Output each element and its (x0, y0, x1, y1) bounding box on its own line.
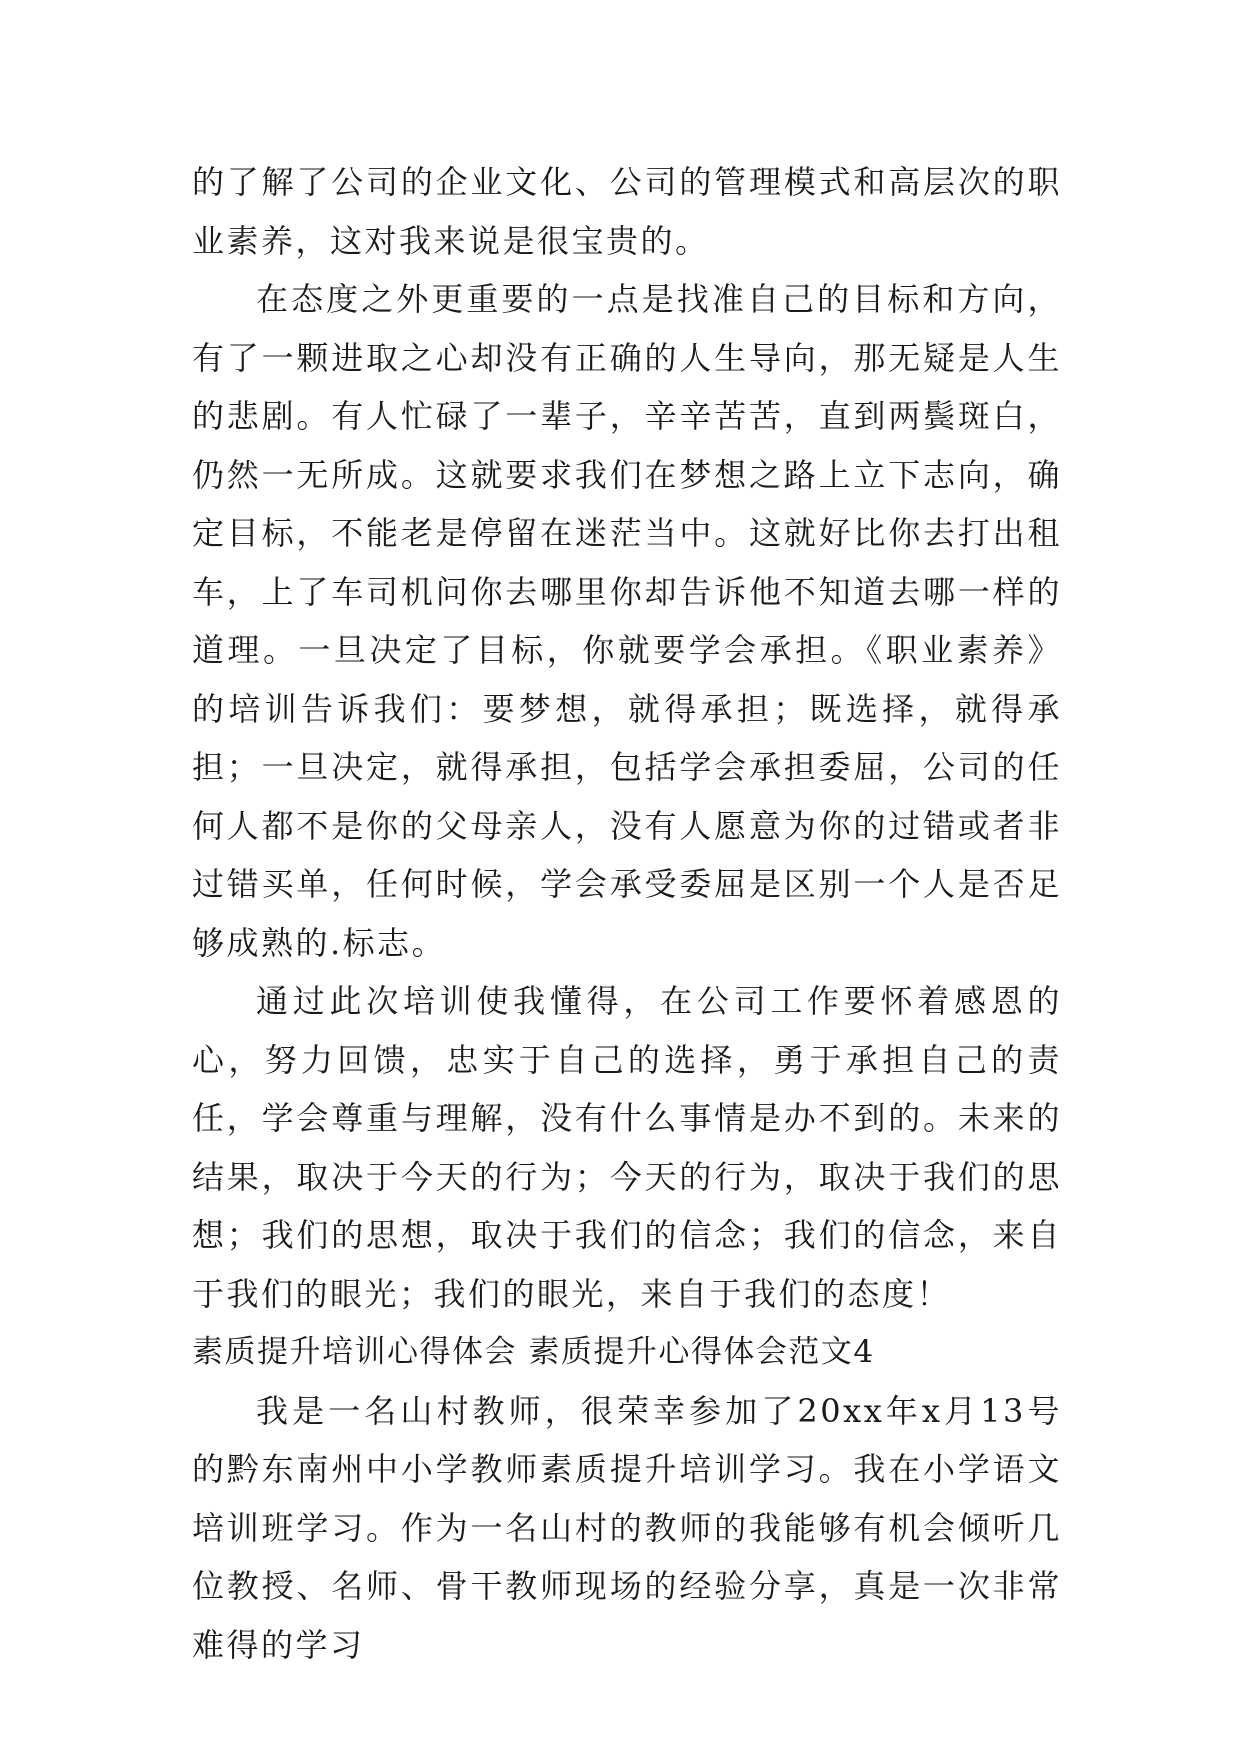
paragraph-continuation: 的了解了公司的企业文化、公司的管理模式和高层次的职业素养，这对我来说是很宝贵的。 (192, 163, 1062, 260)
paragraph-goals-and-direction: 在态度之外更重要的一点是找准自己的目标和方向，有了一颗进取之心却没有正确的人生导向，那无疑是人生的悲剧。有人忙碌了一辈子，辛辛苦苦，直到两鬓斑白，仍然一无所成。这就要求我们在梦想之路上立下志向，确定目标，不能老是停留在迷茫当中。这就好比你去打出租车，上了车司机问你去哪里你却告诉他不知道去哪一样的道理。一旦决定了目标，你就要学会承担。《职业素养》的培训告诉我们：要梦想，就得承担；既选择，就得承担；一旦决定，就得承担，包括学会承担委屈，公司的任何人都不是你的父母亲人，没有人愿意为你的过错或者非过错买单，任何时候，学会承受委屈是区别一个人是否足够成熟的.标志。 (192, 280, 1062, 962)
document-body (192, 153, 1062, 1674)
section-heading: 素质提升培训心得体会 素质提升心得体会范文4 (192, 1334, 875, 1370)
paragraph-teacher-intro: 我是一名山村教师，很荣幸参加了20xx年x月13号的黔东南州中小学教师素质提升培训学习。我在小学语文培训班学习。作为一名山村的教师的我能够有机会倾听几位教授、名师、骨干教师现场的经验分享，真是一次非常难得的学习 (192, 1391, 1062, 1664)
paragraph-training-conclusion: 通过此次培训使我懂得，在公司工作要怀着感恩的心，努力回馈，忠实于自己的选择，勇于承担自己的责任，学会尊重与理解，没有什么事情是办不到的。未来的结果，取决于今天的行为；今天的行为，取决于我们的思想；我们的思想，取决于我们的信念；我们的信念，来自于我们的眼光；我们的眼光，来自于我们的态度！ (192, 982, 1062, 1313)
